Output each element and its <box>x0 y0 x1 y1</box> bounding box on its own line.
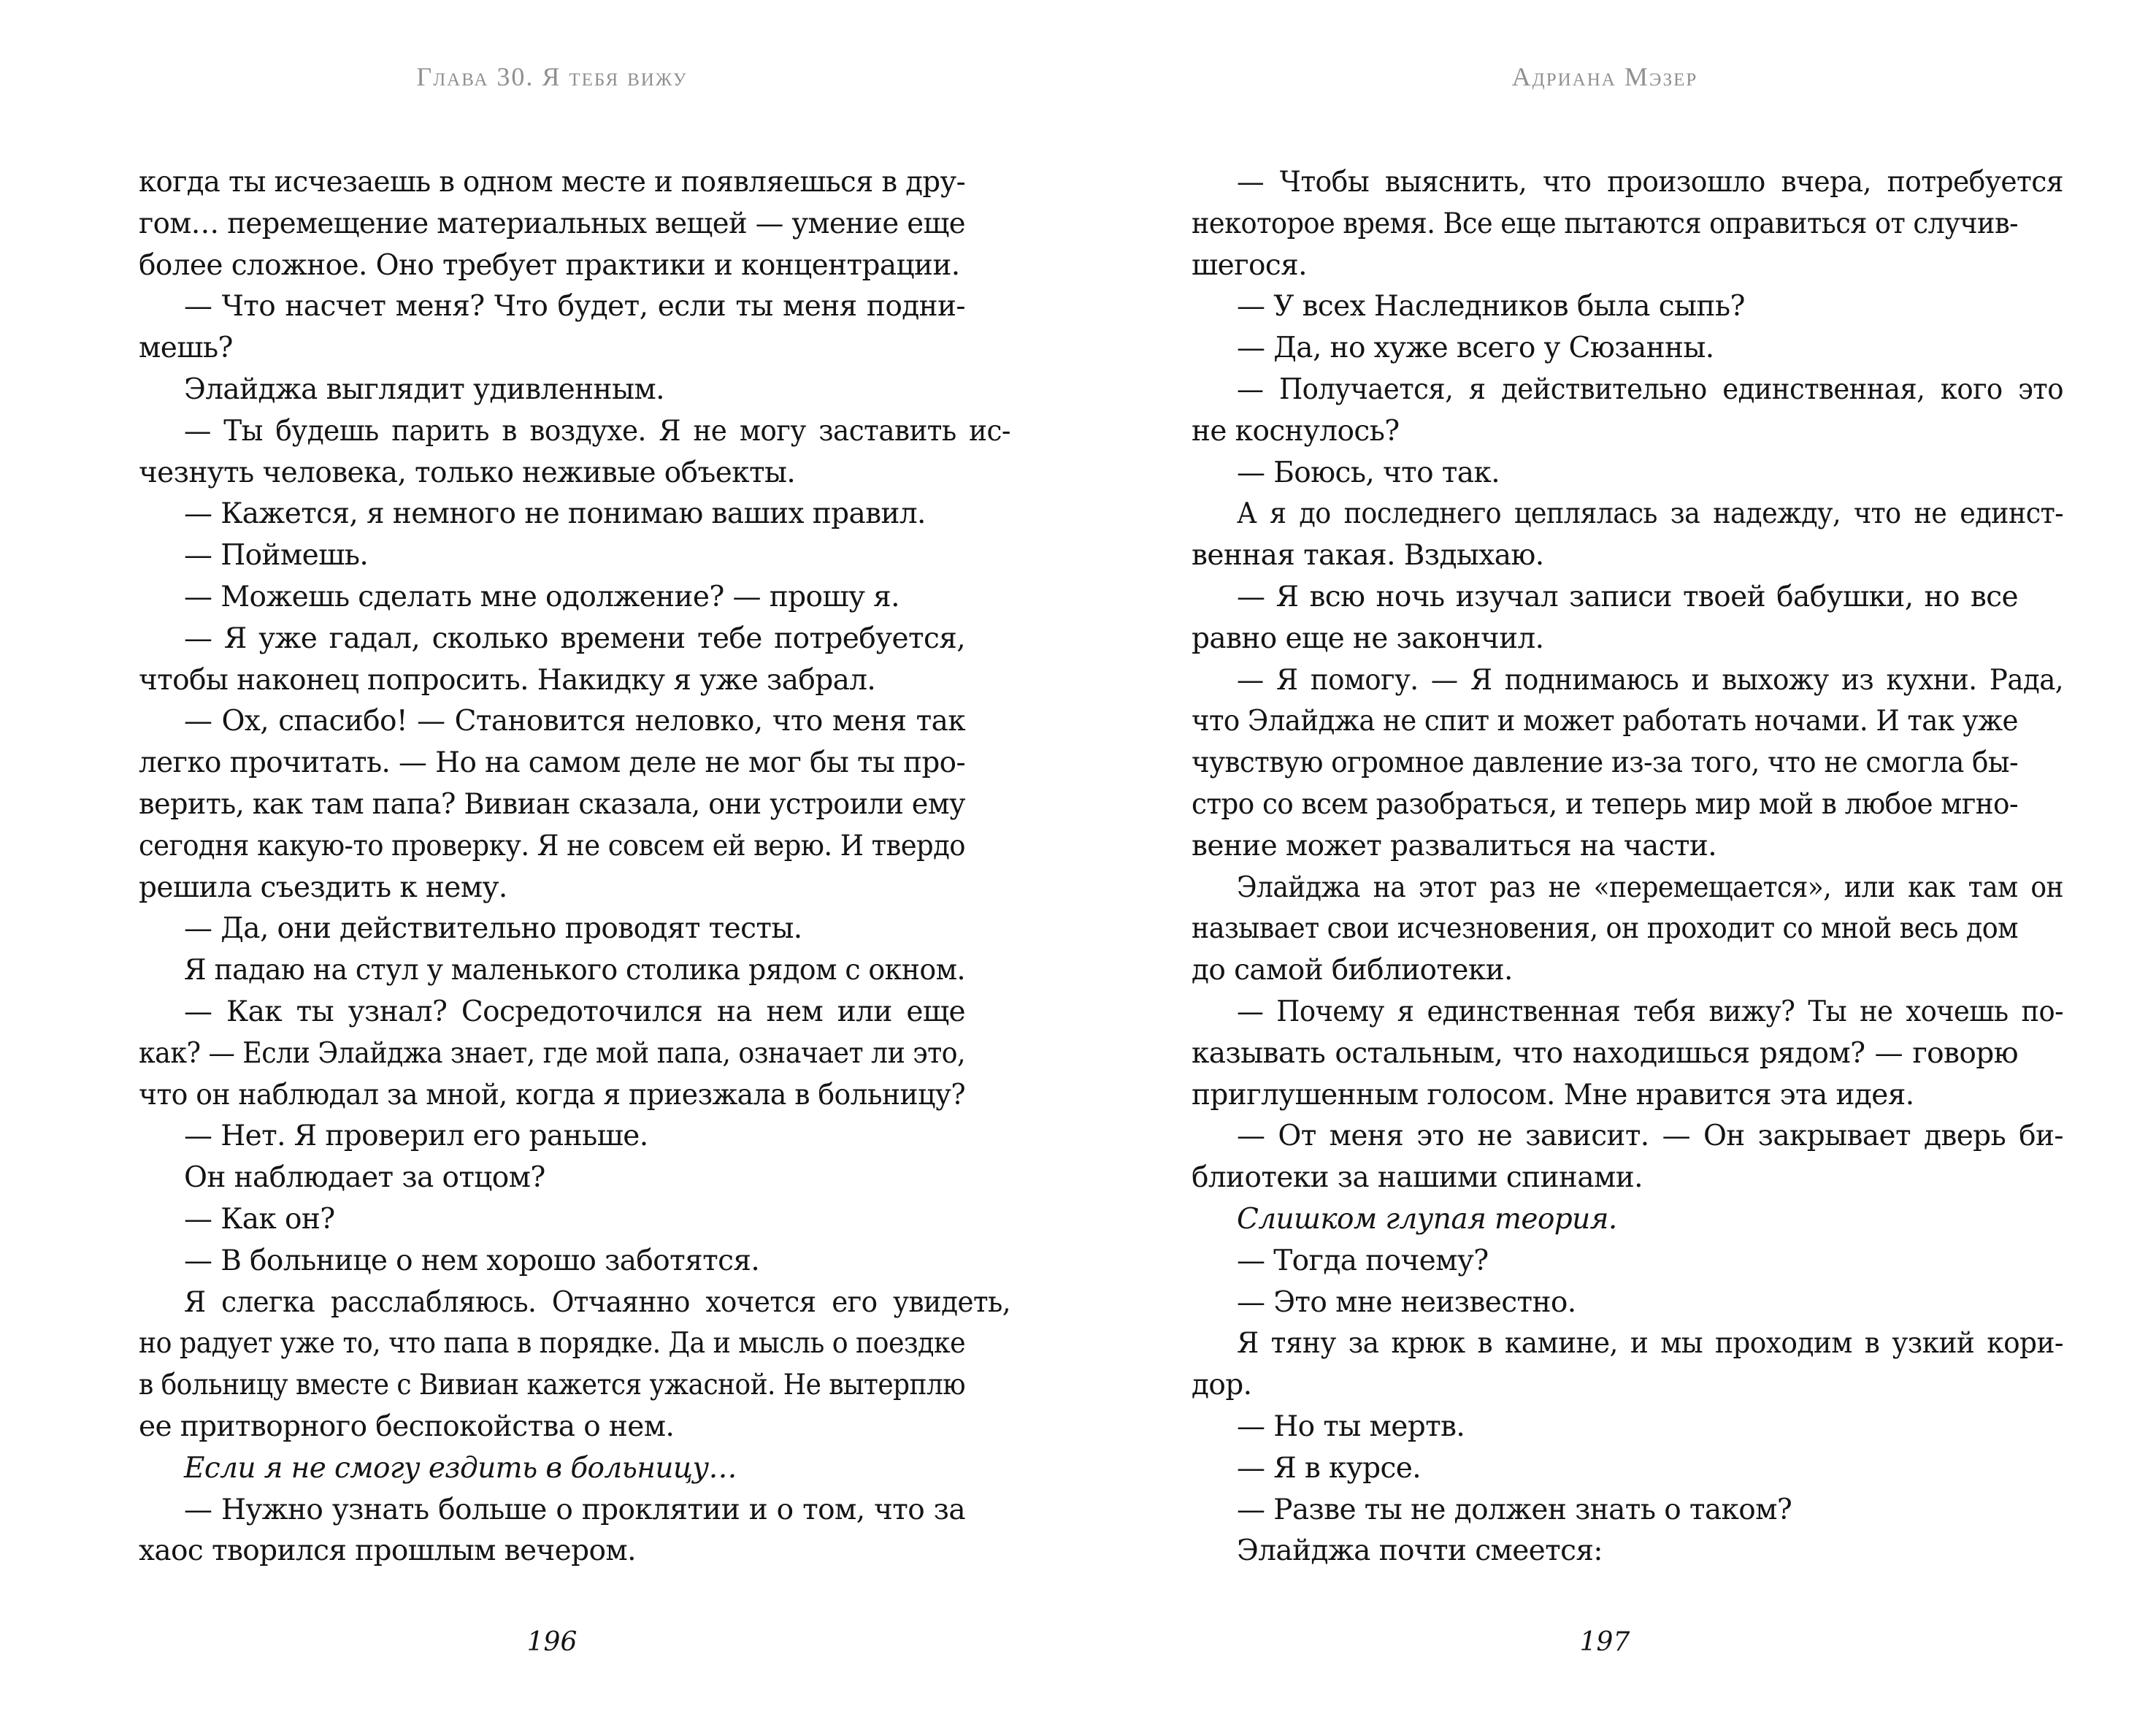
text-line: стро со всем разобраться, и теперь мир мой в любое мгно- <box>1192 787 2019 821</box>
text-line: чезнуть человека, только неживые объекты. <box>139 456 796 489</box>
text-line: до самой библиотеки. <box>1192 954 1513 987</box>
text-line: решила съездить к нему. <box>139 871 507 904</box>
right-page <box>1192 0 2064 1725</box>
text-line: шегося. <box>1192 248 1307 282</box>
text-line: — Тогда почему? <box>1237 1244 1489 1277</box>
text-line: чтобы наконец попросить. Накидку я уже забрал. <box>139 663 876 697</box>
text-line: — Да, но хуже всего у Сюзанны. <box>1237 332 1714 365</box>
text-line: когда ты исчезаешь в одном месте и появляешься в дру- <box>139 166 966 199</box>
text-line: в больницу вместе с Вивиан кажется ужасной. Не вытерплю <box>139 1369 966 1402</box>
text-line: — Это мне неизвестно. <box>1237 1285 1576 1319</box>
text-line: казывать остальным, что находишься рядом? — говорю <box>1192 1036 2018 1070</box>
text-line: — Я помогу. — Я поднимаюсь и выхожу из кухни. Рада, <box>1236 663 2064 697</box>
text-line: — Получается, я действительно единственная, кого это <box>1236 372 2063 406</box>
text-line: Он наблюдает за отцом? <box>184 1161 545 1195</box>
text-line: что он наблюдал за мной, когда я приезжала в больницу? <box>139 1078 966 1112</box>
text-line: не коснулось? <box>1192 414 1400 448</box>
text-line: Я тяну за крюк в камине, и мы проходим в узкий кори- <box>1236 1327 2063 1361</box>
text-line: чувствую огромное давление из-за того, что не смогла бы- <box>1192 746 2019 780</box>
text-line: Элайджа выглядит удивленным. <box>184 372 664 406</box>
text-line: Элайджа на этот раз не «перемещается», или как там он <box>1236 871 2063 904</box>
text-line: — Что насчет меня? Что будет, если ты меня подни- <box>184 290 965 324</box>
right-page-body <box>1192 162 2064 1572</box>
text-line: Элайджа почти смеется: <box>1237 1534 1603 1568</box>
text-line: — Как он? <box>184 1202 335 1236</box>
italic-text-line: Слишком глупая теория. <box>1237 1202 1617 1236</box>
text-line: — Почему я единственная тебя вижу? Ты не хочешь по- <box>1236 995 2063 1028</box>
text-line: — Я уже гадал, сколько времени тебе потребуется, <box>184 621 965 655</box>
text-line: — Я в курсе. <box>1237 1451 1422 1485</box>
italic-text-line: Если я не смогу ездить в больницу… <box>184 1451 737 1485</box>
text-line: — Да, они действительно проводят тесты. <box>184 912 802 946</box>
text-line: — Кажется, я немного не понимаю ваших правил. <box>184 497 926 531</box>
running-head-author: Адриана Мэзер <box>1511 62 1698 91</box>
text-line: — Чтобы выяснить, что произошло вчера, потребуется <box>1236 166 2063 199</box>
text-line: — Я всю ночь изучал записи твоей бабушки, но все <box>1237 580 2018 613</box>
text-line: венная такая. Вздыхаю. <box>1192 539 1544 573</box>
text-line: более сложное. Оно требует практики и концентрации. <box>139 248 960 282</box>
page-number-left: 196 <box>526 1627 578 1657</box>
text-line: легко прочитать. — Но на самом деле не мог бы ты про- <box>139 746 966 780</box>
text-line: — Поймешь. <box>184 539 369 573</box>
text-line: но радует уже то, что папа в порядке. Да и мысль о поездке <box>139 1327 966 1361</box>
text-line: Я падаю на стул у маленького столика рядом с окном. <box>184 954 966 987</box>
text-line: — У всех Наследников была сыпь? <box>1237 290 1745 324</box>
text-line: хаос творился прошлым вечером. <box>139 1534 636 1568</box>
text-line: — Можешь сделать мне одолжение? — прошу я. <box>184 580 899 613</box>
text-line: ее притворного беспокойства о нем. <box>139 1410 675 1443</box>
text-line: вение может развалиться на части. <box>1192 829 1717 862</box>
page-number-right: 197 <box>1579 1627 1630 1657</box>
text-line: некоторое время. Все еще пытаются оправиться от случив- <box>1192 207 2018 240</box>
text-line: гом… перемещение материальных вещей — умение еще <box>139 207 966 240</box>
text-line: — В больнице о нем хорошо заботятся. <box>184 1244 760 1277</box>
text-line: верить, как там папа? Вивиан сказала, они устроили ему <box>139 787 965 821</box>
text-line: — Разве ты не должен знать о таком? <box>1237 1493 1792 1526</box>
text-line: — Как ты узнал? Сосредоточился на нем или еще <box>184 995 965 1028</box>
text-line: равно еще не закончил. <box>1192 621 1544 655</box>
left-page-body <box>139 162 1011 1572</box>
text-line: как? — Если Элайджа знает, где мой папа, означает ли это, <box>139 1036 966 1070</box>
text-line: — Боюсь, что так. <box>1237 456 1500 489</box>
text-line: А я до последнего цеплялась за надежду, что не единст- <box>1236 497 2063 531</box>
text-line: называет свои исчезновения, он проходит со мной весь дом <box>1192 912 2018 946</box>
text-line: — Ох, спасибо! — Становится неловко, что меня так <box>184 705 965 738</box>
text-line: — Нет. Я проверил его раньше. <box>184 1120 648 1153</box>
text-line: — Нужно узнать больше о проклятии и о том, что за <box>184 1493 965 1526</box>
text-line: дор. <box>1192 1369 1252 1402</box>
text-line: Я слегка расслабляюсь. Отчаянно хочется его увидеть, <box>183 1285 1011 1319</box>
text-line: — Ты будешь парить в воздухе. Я не могу заставить ис- <box>183 414 1010 448</box>
text-line: сегодня какую-то проверку. Я не совсем ей верю. И твердо <box>139 829 965 862</box>
text-line: блиотеки за нашими спинами. <box>1192 1161 1643 1195</box>
text-line: что Элайджа не спит и может работать ночами. И так уже <box>1192 705 2018 738</box>
text-line: приглушенным голосом. Мне нравится эта идея. <box>1192 1078 1914 1112</box>
text-line: мешь? <box>139 332 233 365</box>
left-page <box>139 0 1011 1725</box>
text-line: — Но ты мертв. <box>1237 1410 1465 1443</box>
running-head-chapter-title: Глава 30. Я тебя вижу <box>416 62 688 91</box>
text-line: — От меня это не зависит. — Он закрывает дверь би- <box>1236 1120 2063 1153</box>
